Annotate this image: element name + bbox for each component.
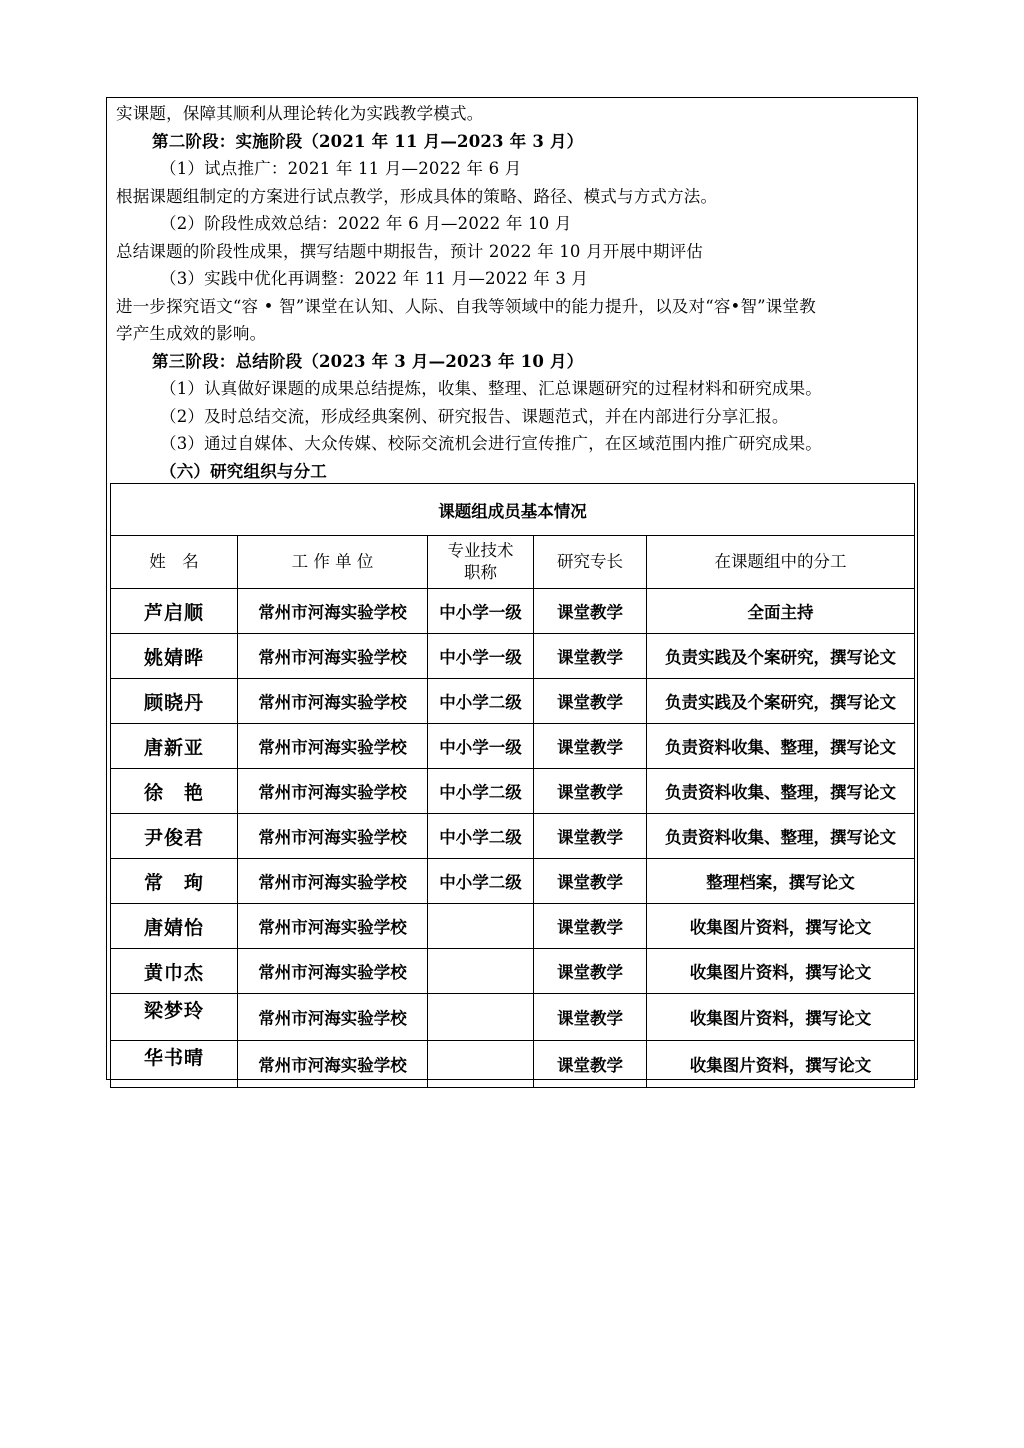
header-specialty: 研究专长 <box>534 536 647 589</box>
header-title: 专业技术 职称 <box>428 536 534 589</box>
member-unit: 常州市河海实验学校 <box>238 814 428 859</box>
member-name: 尹俊君 <box>111 814 238 859</box>
member-role: 负责实践及个案研究，撰写论文 <box>647 634 915 679</box>
table-row <box>111 679 915 724</box>
table-row <box>111 589 915 634</box>
member-name: 顾晓丹 <box>111 679 238 724</box>
paragraph: （3）实践中优化再调整：2022 年 11 月—2022 年 3 月 <box>160 269 589 288</box>
table-row <box>111 859 915 904</box>
member-name: 常 珣 <box>111 859 238 904</box>
member-title: 中小学一级 <box>428 634 534 679</box>
member-title: 中小学一级 <box>428 589 534 634</box>
member-unit: 常州市河海实验学校 <box>238 589 428 634</box>
member-role: 负责实践及个案研究，撰写论文 <box>647 679 915 724</box>
member-role: 全面主持 <box>647 589 915 634</box>
member-specialty: 课堂教学 <box>534 1041 647 1088</box>
member-title <box>428 949 534 994</box>
paragraph: （3）通过自媒体、大众传媒、校际交流机会进行宣传推广，在区域范围内推广研究成果。 <box>160 434 822 453</box>
table-row <box>111 724 915 769</box>
members-table <box>110 483 915 1088</box>
member-role: 收集图片资料，撰写论文 <box>647 904 915 949</box>
member-title: 中小学一级 <box>428 724 534 769</box>
member-specialty: 课堂教学 <box>534 634 647 679</box>
paragraph: （2）阶段性成效总结：2022 年 6 月—2022 年 10 月 <box>160 214 572 233</box>
member-unit: 常州市河海实验学校 <box>238 724 428 769</box>
member-specialty: 课堂教学 <box>534 814 647 859</box>
member-specialty: 课堂教学 <box>534 589 647 634</box>
member-specialty: 课堂教学 <box>534 679 647 724</box>
member-specialty: 课堂教学 <box>534 994 647 1041</box>
paragraph: （2）及时总结交流，形成经典案例、研究报告、课题范式，并在内部进行分享汇报。 <box>160 406 789 426</box>
member-name: 华书晴 <box>111 1041 238 1088</box>
member-unit: 常州市河海实验学校 <box>238 634 428 679</box>
member-unit: 常州市河海实验学校 <box>238 949 428 994</box>
header-unit: 工 作 单 位 <box>238 536 428 589</box>
member-title <box>428 1041 534 1088</box>
member-specialty: 课堂教学 <box>534 724 647 769</box>
member-name: 芦启顺 <box>111 589 238 634</box>
member-name: 黄巾杰 <box>111 949 238 994</box>
member-unit: 常州市河海实验学校 <box>238 679 428 724</box>
member-role: 收集图片资料，撰写论文 <box>647 1041 915 1088</box>
paragraph: （1）试点推广：2021 年 11 月—2022 年 6 月 <box>160 159 522 178</box>
header-name: 姓 名 <box>111 536 238 589</box>
member-title: 中小学二级 <box>428 769 534 814</box>
member-role: 负责资料收集、整理，撰写论文 <box>647 814 915 859</box>
phase-heading: 第二阶段：实施阶段（2021 年 11 月—2023 年 3 月） <box>152 131 584 151</box>
member-name: 唐新亚 <box>111 724 238 769</box>
table-caption-row <box>111 484 915 536</box>
member-role: 负责资料收集、整理，撰写论文 <box>647 769 915 814</box>
table-row <box>111 904 915 949</box>
member-specialty: 课堂教学 <box>534 949 647 994</box>
table-caption: 课题组成员基本情况 <box>111 484 915 536</box>
member-specialty: 课堂教学 <box>534 904 647 949</box>
table-row <box>111 769 915 814</box>
member-title <box>428 994 534 1041</box>
paragraph: 根据课题组制定的方案进行试点教学，形成具体的策略、路径、模式与方式方法。 <box>116 186 718 206</box>
header-role: 在课题组中的分工 <box>647 536 915 589</box>
member-role: 整理档案，撰写论文 <box>647 859 915 904</box>
paragraph: 学产生成效的影响。 <box>116 324 267 343</box>
paragraph: （1）认真做好课题的成果总结提炼，收集、整理、汇总课题研究的过程材料和研究成果。 <box>160 379 822 398</box>
member-title: 中小学二级 <box>428 814 534 859</box>
member-name: 姚婧晔 <box>111 634 238 679</box>
member-title: 中小学二级 <box>428 679 534 724</box>
table-row <box>111 1041 915 1088</box>
table-header-row <box>111 536 915 589</box>
member-specialty: 课堂教学 <box>534 769 647 814</box>
paragraph: 总结课题的阶段性成果，撰写结题中期报告，预计 2022 年 10 月开展中期评估 <box>116 241 703 261</box>
member-unit: 常州市河海实验学校 <box>238 769 428 814</box>
body-text <box>116 100 916 485</box>
section-title: （六）研究组织与分工 <box>160 461 327 481</box>
paragraph: 进一步探究语文“容 • 智”课堂在认知、人际、自我等领域中的能力提升，以及对“容•智”课堂教 <box>116 296 816 316</box>
member-role: 收集图片资料，撰写论文 <box>647 949 915 994</box>
table-row <box>111 634 915 679</box>
table-row <box>111 994 915 1041</box>
member-name: 唐婧怡 <box>111 904 238 949</box>
table-row <box>111 949 915 994</box>
member-role: 负责资料收集、整理，撰写论文 <box>647 724 915 769</box>
table-row <box>111 814 915 859</box>
member-role: 收集图片资料，撰写论文 <box>647 994 915 1041</box>
phase-heading: 第三阶段：总结阶段（2023 年 3 月—2023 年 10 月） <box>152 351 584 371</box>
member-title <box>428 904 534 949</box>
member-unit: 常州市河海实验学校 <box>238 904 428 949</box>
member-unit: 常州市河海实验学校 <box>238 1041 428 1088</box>
member-title: 中小学二级 <box>428 859 534 904</box>
member-unit: 常州市河海实验学校 <box>238 994 428 1041</box>
member-specialty: 课堂教学 <box>534 859 647 904</box>
member-name: 梁梦玲 <box>111 994 238 1041</box>
member-name: 徐 艳 <box>111 769 238 814</box>
paragraph: 实课题，保障其顺利从理论转化为实践教学模式。 <box>116 104 484 123</box>
member-unit: 常州市河海实验学校 <box>238 859 428 904</box>
